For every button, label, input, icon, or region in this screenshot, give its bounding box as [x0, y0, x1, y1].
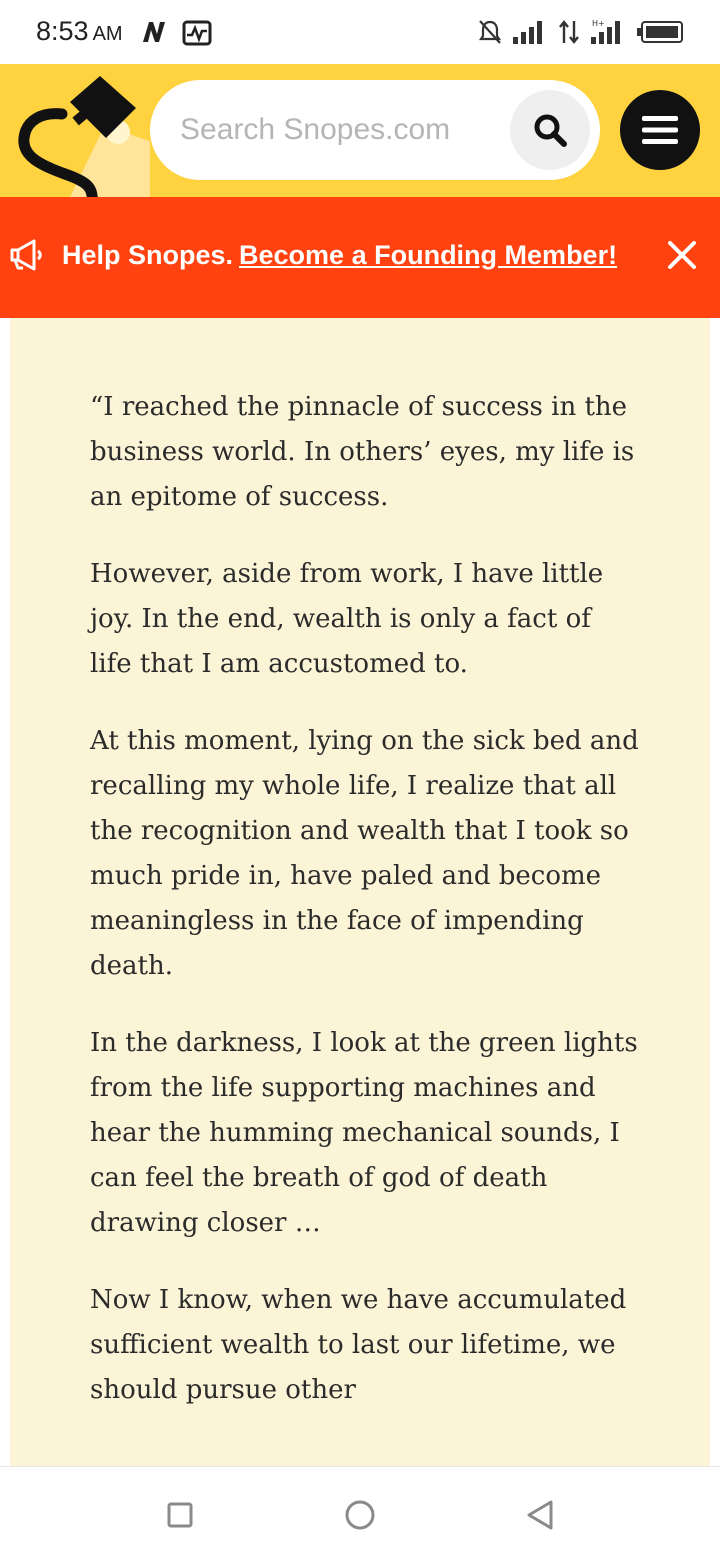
- triangle-back-icon: [525, 1499, 555, 1531]
- square-recents-icon: [167, 1502, 193, 1528]
- circle-home-icon: [344, 1499, 376, 1531]
- article-paragraph: At this moment, lying on the sick bed and recalling my whole life, I realize that all the recognition and wealth that I took so much pride in, have paled and become meaningless in the face of impending death.: [90, 726, 639, 981]
- activity-icon: [182, 20, 212, 46]
- founding-member-banner: [0, 197, 720, 318]
- site-header: [0, 64, 720, 197]
- bell-off-icon: [478, 19, 502, 45]
- search-button[interactable]: [510, 90, 590, 170]
- home-button[interactable]: [340, 1495, 380, 1535]
- article-paragraph: However, aside from work, I have little joy. In the end, wealth is only a fact of life that I am accustomed to.: [90, 559, 604, 679]
- founding-member-link[interactable]: Become a Founding Member!: [239, 240, 618, 270]
- menu-button[interactable]: [620, 90, 700, 170]
- banner-text: [62, 240, 617, 271]
- article-body: [90, 385, 640, 1445]
- signal-hplus-icon: [590, 18, 626, 46]
- search-icon: [533, 113, 567, 147]
- article-quote-block: [10, 318, 710, 1466]
- snopes-logo[interactable]: [10, 70, 150, 197]
- article-paragraph: Now I know, when we have accumulated sufficient wealth to last our lifetime, we should pursue other: [90, 1285, 627, 1405]
- banner-message: Help Snopes.: [62, 240, 234, 270]
- close-icon[interactable]: [662, 235, 702, 275]
- status-bar: [0, 0, 720, 64]
- search-box: [150, 80, 600, 180]
- status-time: [36, 16, 123, 47]
- status-icons-left: [140, 20, 212, 46]
- recents-button[interactable]: [160, 1495, 200, 1535]
- status-icons-right: [478, 18, 684, 46]
- article-paragraph: “I reached the pinnacle of success in the business world. In others’ eyes, my life is an epitome of success.: [90, 392, 635, 512]
- system-nav-bar: [0, 1466, 720, 1560]
- hamburger-menu-icon: [641, 114, 679, 146]
- article-paragraph: In the darkness, I look at the green lights from the life supporting machines and hear the humming mechanical sounds, I can feel the breath of god of death drawing closer …: [90, 1028, 638, 1238]
- news-app-icon: [140, 20, 168, 44]
- status-time-ampm: AM: [92, 23, 123, 45]
- megaphone-icon: [8, 237, 44, 273]
- back-button[interactable]: [520, 1495, 560, 1535]
- signal-icon: [512, 19, 548, 45]
- battery-icon: [636, 20, 684, 44]
- status-time-value: 8:53: [36, 16, 89, 46]
- svg-text:H+: H+: [592, 19, 605, 28]
- search-input[interactable]: [180, 104, 500, 156]
- data-transfer-icon: [558, 19, 580, 45]
